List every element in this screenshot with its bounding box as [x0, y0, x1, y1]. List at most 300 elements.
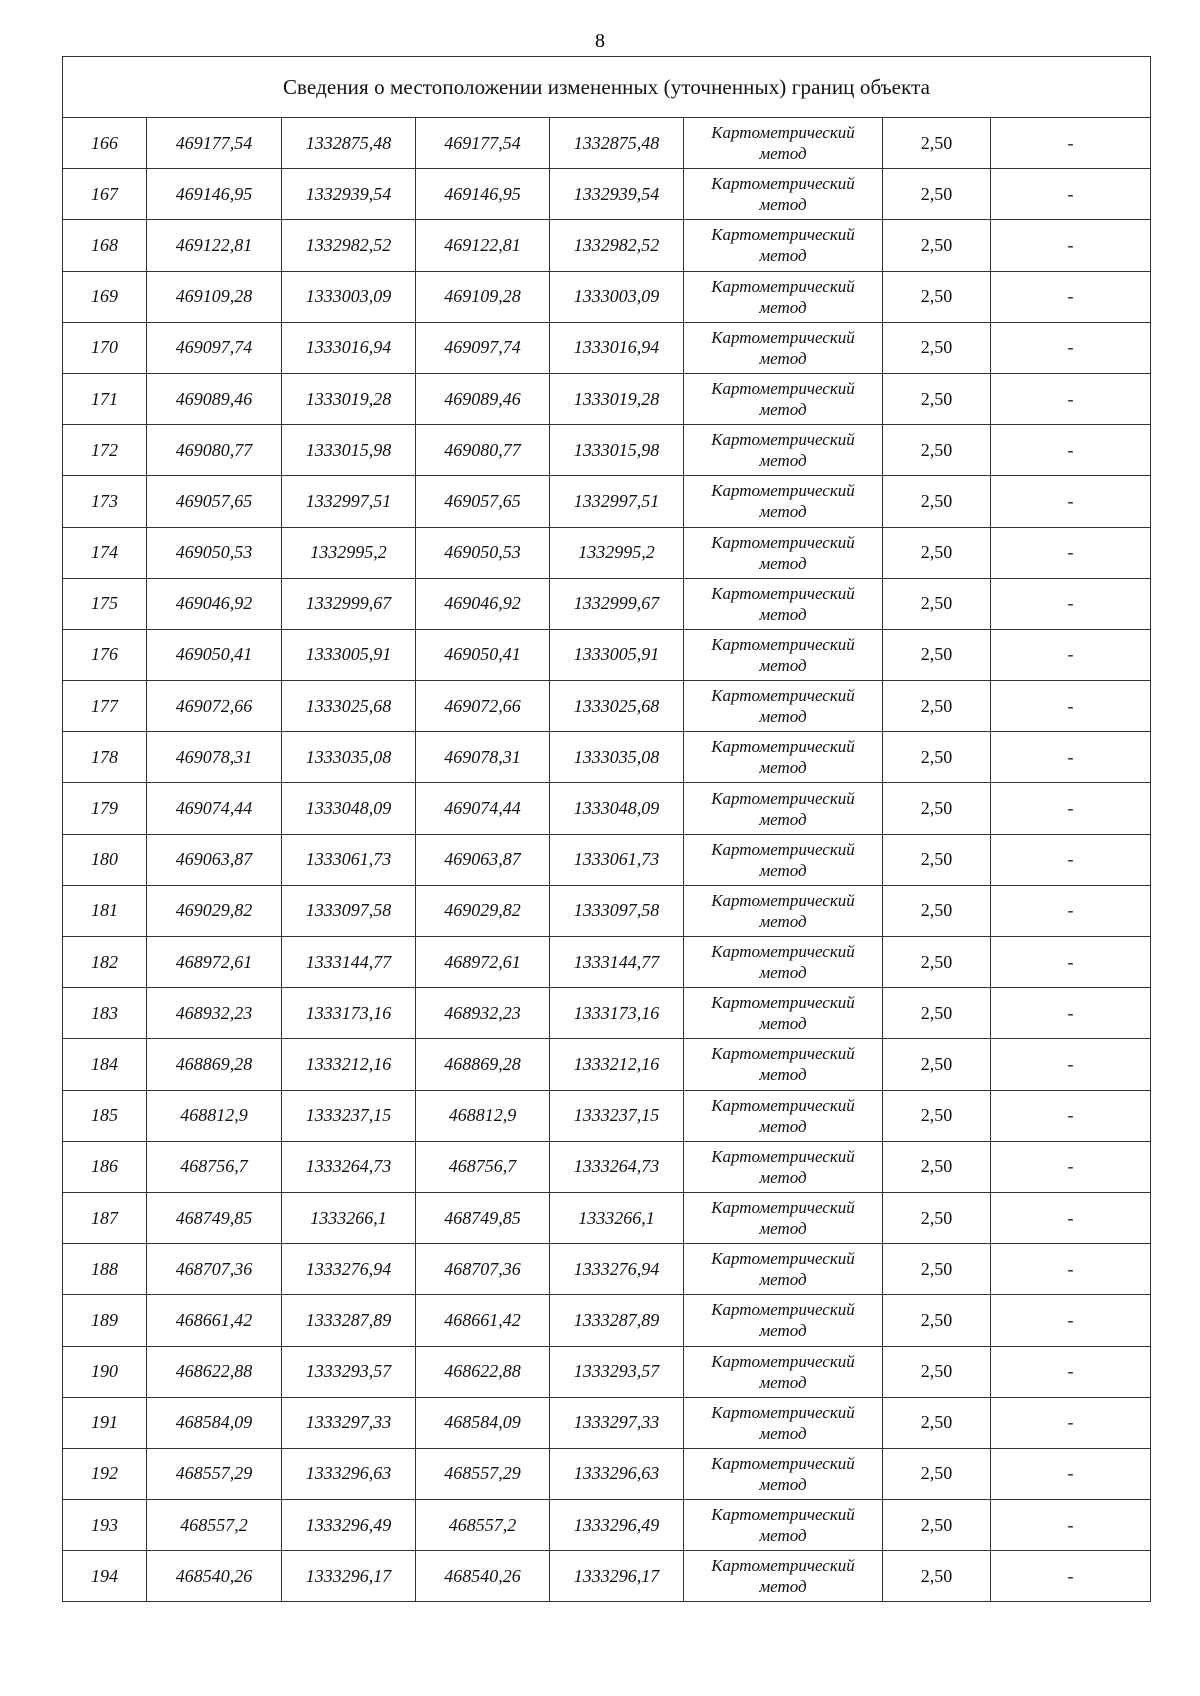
point-number-cell: 174: [63, 527, 147, 578]
x-old-cell: 468812,9: [147, 1090, 282, 1141]
table-row: [63, 988, 1151, 1039]
x-old-cell: 468932,23: [147, 988, 282, 1039]
table-row: [63, 578, 1151, 629]
method-line2: метод: [759, 1167, 807, 1187]
point-number-cell: 180: [63, 834, 147, 885]
y-new-cell: 1333296,63: [550, 1448, 684, 1499]
accuracy-cell: 2,50: [883, 1039, 991, 1090]
method-cell: [684, 271, 883, 322]
y-new-cell: 1333025,68: [550, 681, 684, 732]
method-line1: Картометрический: [711, 1249, 855, 1269]
x-old-cell: 468622,88: [147, 1346, 282, 1397]
note-cell: -: [991, 118, 1151, 169]
y-new-cell: 1333035,08: [550, 732, 684, 783]
y-old-cell: 1333035,08: [282, 732, 416, 783]
x-new-cell: 469050,53: [416, 527, 550, 578]
y-new-cell: 1333237,15: [550, 1090, 684, 1141]
note-cell: -: [991, 220, 1151, 271]
method-cell: [684, 476, 883, 527]
x-old-cell: 469080,77: [147, 425, 282, 476]
table-row: [63, 1448, 1151, 1499]
table-row: [63, 271, 1151, 322]
y-new-cell: 1332939,54: [550, 169, 684, 220]
note-cell: -: [991, 937, 1151, 988]
x-old-cell: 469029,82: [147, 885, 282, 936]
x-new-cell: 468661,42: [416, 1295, 550, 1346]
x-old-cell: 468972,61: [147, 937, 282, 988]
method-line1: Картометрический: [711, 1556, 855, 1576]
accuracy-cell: 2,50: [883, 1448, 991, 1499]
note-cell: -: [991, 885, 1151, 936]
y-new-cell: 1333212,16: [550, 1039, 684, 1090]
method-cell: [684, 937, 883, 988]
method-cell: [684, 1346, 883, 1397]
x-new-cell: 469029,82: [416, 885, 550, 936]
y-old-cell: 1333237,15: [282, 1090, 416, 1141]
note-cell: -: [991, 271, 1151, 322]
x-new-cell: 469146,95: [416, 169, 550, 220]
method-line1: Картометрический: [711, 1300, 855, 1320]
y-old-cell: 1333097,58: [282, 885, 416, 936]
table-row: [63, 681, 1151, 732]
table-title-row: [63, 57, 1151, 118]
method-line2: метод: [759, 911, 807, 931]
note-cell: -: [991, 578, 1151, 629]
point-number-cell: 184: [63, 1039, 147, 1090]
accuracy-cell: 2,50: [883, 1141, 991, 1192]
x-new-cell: 469072,66: [416, 681, 550, 732]
note-cell: -: [991, 425, 1151, 476]
method-line2: метод: [759, 348, 807, 368]
page-number: 8: [595, 30, 605, 52]
method-line2: метод: [759, 1116, 807, 1136]
method-line2: метод: [759, 1526, 807, 1546]
x-old-cell: 469072,66: [147, 681, 282, 732]
x-new-cell: 469177,54: [416, 118, 550, 169]
method-cell: [684, 425, 883, 476]
method-line2: метод: [759, 1321, 807, 1341]
point-number-cell: 179: [63, 783, 147, 834]
x-new-cell: 469074,44: [416, 783, 550, 834]
accuracy-cell: 2,50: [883, 834, 991, 885]
method-cell: [684, 885, 883, 936]
x-new-cell: 469057,65: [416, 476, 550, 527]
y-new-cell: 1333287,89: [550, 1295, 684, 1346]
point-number-cell: 187: [63, 1192, 147, 1243]
accuracy-cell: 2,50: [883, 220, 991, 271]
table-row: [63, 527, 1151, 578]
note-cell: -: [991, 834, 1151, 885]
table-row: [63, 425, 1151, 476]
method-line2: метод: [759, 1372, 807, 1392]
x-new-cell: 469046,92: [416, 578, 550, 629]
method-cell: [684, 988, 883, 1039]
x-old-cell: 469057,65: [147, 476, 282, 527]
y-new-cell: 1333097,58: [550, 885, 684, 936]
note-cell: -: [991, 629, 1151, 680]
x-new-cell: 469050,41: [416, 629, 550, 680]
point-number-cell: 173: [63, 476, 147, 527]
method-line2: метод: [759, 451, 807, 471]
method-line1: Картометрический: [711, 379, 855, 399]
method-line1: Картометрический: [711, 430, 855, 450]
method-cell: [684, 629, 883, 680]
method-line2: метод: [759, 1423, 807, 1443]
y-old-cell: 1333005,91: [282, 629, 416, 680]
method-line1: Картометрический: [711, 1351, 855, 1371]
x-new-cell: 468812,9: [416, 1090, 550, 1141]
method-line2: метод: [759, 655, 807, 675]
y-old-cell: 1333016,94: [282, 322, 416, 373]
method-line2: метод: [759, 1014, 807, 1034]
point-number-cell: 181: [63, 885, 147, 936]
accuracy-cell: 2,50: [883, 271, 991, 322]
method-line1: Картометрический: [711, 1095, 855, 1115]
y-new-cell: 1333297,33: [550, 1397, 684, 1448]
accuracy-cell: 2,50: [883, 937, 991, 988]
note-cell: -: [991, 1448, 1151, 1499]
method-line1: Картометрический: [711, 1146, 855, 1166]
method-line2: метод: [759, 1219, 807, 1239]
method-cell: [684, 1397, 883, 1448]
note-cell: -: [991, 732, 1151, 783]
x-new-cell: 468622,88: [416, 1346, 550, 1397]
x-old-cell: 468557,2: [147, 1500, 282, 1551]
method-cell: [684, 1448, 883, 1499]
x-new-cell: 469063,87: [416, 834, 550, 885]
y-old-cell: 1333276,94: [282, 1244, 416, 1295]
table-row: [63, 118, 1151, 169]
method-line1: Картометрический: [711, 1044, 855, 1064]
accuracy-cell: 2,50: [883, 169, 991, 220]
table-row: [63, 629, 1151, 680]
method-cell: [684, 578, 883, 629]
accuracy-cell: 2,50: [883, 527, 991, 578]
point-number-cell: 192: [63, 1448, 147, 1499]
method-cell: [684, 1295, 883, 1346]
y-new-cell: 1333296,17: [550, 1551, 684, 1602]
y-old-cell: 1333296,17: [282, 1551, 416, 1602]
x-old-cell: 469078,31: [147, 732, 282, 783]
point-number-cell: 166: [63, 118, 147, 169]
method-line1: Картометрический: [711, 174, 855, 194]
method-line1: Картометрический: [711, 788, 855, 808]
method-line2: метод: [759, 707, 807, 727]
y-old-cell: 1333048,09: [282, 783, 416, 834]
x-old-cell: 469046,92: [147, 578, 282, 629]
method-cell: [684, 1039, 883, 1090]
y-new-cell: 1333296,49: [550, 1500, 684, 1551]
accuracy-cell: 2,50: [883, 1346, 991, 1397]
table-row: [63, 1551, 1151, 1602]
x-new-cell: 468557,2: [416, 1500, 550, 1551]
x-new-cell: 468869,28: [416, 1039, 550, 1090]
point-number-cell: 183: [63, 988, 147, 1039]
method-line1: Картометрический: [711, 1505, 855, 1525]
y-new-cell: 1333048,09: [550, 783, 684, 834]
table-row: [63, 1141, 1151, 1192]
y-new-cell: 1333061,73: [550, 834, 684, 885]
accuracy-cell: 2,50: [883, 425, 991, 476]
table-title: Сведения о местоположении измененных (уточненных) границ объекта: [63, 57, 1151, 118]
point-number-cell: 194: [63, 1551, 147, 1602]
method-line2: метод: [759, 604, 807, 624]
y-old-cell: 1332997,51: [282, 476, 416, 527]
x-old-cell: 468661,42: [147, 1295, 282, 1346]
x-new-cell: 469109,28: [416, 271, 550, 322]
y-old-cell: 1333173,16: [282, 988, 416, 1039]
y-new-cell: 1333276,94: [550, 1244, 684, 1295]
x-old-cell: 469122,81: [147, 220, 282, 271]
note-cell: -: [991, 1039, 1151, 1090]
point-number-cell: 190: [63, 1346, 147, 1397]
y-new-cell: 1332997,51: [550, 476, 684, 527]
method-cell: [684, 732, 883, 783]
y-new-cell: 1333144,77: [550, 937, 684, 988]
method-line2: метод: [759, 246, 807, 266]
note-cell: -: [991, 681, 1151, 732]
method-cell: [684, 681, 883, 732]
table-body: [63, 118, 1151, 1602]
accuracy-cell: 2,50: [883, 1551, 991, 1602]
method-line1: Картометрический: [711, 942, 855, 962]
note-cell: -: [991, 1346, 1151, 1397]
x-new-cell: 469089,46: [416, 373, 550, 424]
method-line2: метод: [759, 144, 807, 164]
method-line2: метод: [759, 553, 807, 573]
x-old-cell: 468749,85: [147, 1192, 282, 1243]
x-new-cell: 468707,36: [416, 1244, 550, 1295]
method-line2: метод: [759, 758, 807, 778]
table-row: [63, 1500, 1151, 1551]
x-old-cell: 469074,44: [147, 783, 282, 834]
note-cell: -: [991, 1551, 1151, 1602]
method-cell: [684, 527, 883, 578]
method-cell: [684, 1090, 883, 1141]
method-line1: Картометрический: [711, 532, 855, 552]
method-line1: Картометрический: [711, 1198, 855, 1218]
y-old-cell: 1332939,54: [282, 169, 416, 220]
y-new-cell: 1333293,57: [550, 1346, 684, 1397]
method-cell: [684, 1551, 883, 1602]
y-new-cell: 1332875,48: [550, 118, 684, 169]
y-new-cell: 1332999,67: [550, 578, 684, 629]
y-new-cell: 1333005,91: [550, 629, 684, 680]
method-line1: Картометрический: [711, 481, 855, 501]
point-number-cell: 168: [63, 220, 147, 271]
x-old-cell: 469097,74: [147, 322, 282, 373]
x-old-cell: 468707,36: [147, 1244, 282, 1295]
y-old-cell: 1333144,77: [282, 937, 416, 988]
note-cell: -: [991, 476, 1151, 527]
y-new-cell: 1333016,94: [550, 322, 684, 373]
method-line1: Картометрический: [711, 686, 855, 706]
note-cell: -: [991, 783, 1151, 834]
y-old-cell: 1333025,68: [282, 681, 416, 732]
x-new-cell: 469122,81: [416, 220, 550, 271]
method-cell: [684, 1192, 883, 1243]
note-cell: -: [991, 527, 1151, 578]
y-new-cell: 1333266,1: [550, 1192, 684, 1243]
accuracy-cell: 2,50: [883, 1500, 991, 1551]
x-old-cell: 468869,28: [147, 1039, 282, 1090]
method-line2: метод: [759, 195, 807, 215]
method-line1: Картометрический: [711, 276, 855, 296]
y-old-cell: 1333061,73: [282, 834, 416, 885]
y-old-cell: 1333003,09: [282, 271, 416, 322]
method-line2: метод: [759, 809, 807, 829]
table-row: [63, 937, 1151, 988]
method-line1: Картометрический: [711, 993, 855, 1013]
point-number-cell: 193: [63, 1500, 147, 1551]
y-new-cell: 1332995,2: [550, 527, 684, 578]
point-number-cell: 188: [63, 1244, 147, 1295]
note-cell: -: [991, 1500, 1151, 1551]
method-line2: метод: [759, 502, 807, 522]
method-line1: Картометрический: [711, 1402, 855, 1422]
y-old-cell: 1333296,63: [282, 1448, 416, 1499]
method-cell: [684, 1244, 883, 1295]
method-cell: [684, 373, 883, 424]
x-new-cell: 469097,74: [416, 322, 550, 373]
x-new-cell: 468540,26: [416, 1551, 550, 1602]
accuracy-cell: 2,50: [883, 1192, 991, 1243]
point-number-cell: 176: [63, 629, 147, 680]
note-cell: -: [991, 169, 1151, 220]
y-new-cell: 1333264,73: [550, 1141, 684, 1192]
accuracy-cell: 2,50: [883, 1397, 991, 1448]
y-new-cell: 1333019,28: [550, 373, 684, 424]
point-number-cell: 177: [63, 681, 147, 732]
point-number-cell: 191: [63, 1397, 147, 1448]
method-line2: метод: [759, 860, 807, 880]
x-old-cell: 468540,26: [147, 1551, 282, 1602]
point-number-cell: 178: [63, 732, 147, 783]
accuracy-cell: 2,50: [883, 885, 991, 936]
accuracy-cell: 2,50: [883, 373, 991, 424]
point-number-cell: 186: [63, 1141, 147, 1192]
note-cell: -: [991, 1192, 1151, 1243]
x-old-cell: 468756,7: [147, 1141, 282, 1192]
table-row: [63, 834, 1151, 885]
method-cell: [684, 783, 883, 834]
y-old-cell: 1333296,49: [282, 1500, 416, 1551]
method-line1: Картометрический: [711, 583, 855, 603]
accuracy-cell: 2,50: [883, 783, 991, 834]
x-new-cell: 469080,77: [416, 425, 550, 476]
x-old-cell: 469089,46: [147, 373, 282, 424]
table-row: [63, 1192, 1151, 1243]
x-old-cell: 469050,53: [147, 527, 282, 578]
point-number-cell: 170: [63, 322, 147, 373]
method-line1: Картометрический: [711, 839, 855, 859]
method-line2: метод: [759, 400, 807, 420]
note-cell: -: [991, 988, 1151, 1039]
method-line2: метод: [759, 1270, 807, 1290]
accuracy-cell: 2,50: [883, 681, 991, 732]
table-row: [63, 476, 1151, 527]
table-row: [63, 220, 1151, 271]
x-new-cell: 468584,09: [416, 1397, 550, 1448]
y-old-cell: 1333266,1: [282, 1192, 416, 1243]
table-row: [63, 1346, 1151, 1397]
y-new-cell: 1333003,09: [550, 271, 684, 322]
x-old-cell: 469050,41: [147, 629, 282, 680]
table-row: [63, 1295, 1151, 1346]
y-old-cell: 1333293,57: [282, 1346, 416, 1397]
note-cell: -: [991, 1244, 1151, 1295]
y-new-cell: 1333173,16: [550, 988, 684, 1039]
y-old-cell: 1333015,98: [282, 425, 416, 476]
table-row: [63, 732, 1151, 783]
method-cell: [684, 1500, 883, 1551]
accuracy-cell: 2,50: [883, 732, 991, 783]
x-old-cell: 469177,54: [147, 118, 282, 169]
x-old-cell: 469146,95: [147, 169, 282, 220]
method-line1: Картометрический: [711, 737, 855, 757]
note-cell: -: [991, 373, 1151, 424]
x-old-cell: 469063,87: [147, 834, 282, 885]
accuracy-cell: 2,50: [883, 476, 991, 527]
table-row: [63, 783, 1151, 834]
x-new-cell: 468972,61: [416, 937, 550, 988]
note-cell: -: [991, 1397, 1151, 1448]
note-cell: -: [991, 322, 1151, 373]
point-number-cell: 182: [63, 937, 147, 988]
y-old-cell: 1332875,48: [282, 118, 416, 169]
y-new-cell: 1333015,98: [550, 425, 684, 476]
y-old-cell: 1333287,89: [282, 1295, 416, 1346]
x-new-cell: 469078,31: [416, 732, 550, 783]
method-line1: Картометрический: [711, 634, 855, 654]
y-old-cell: 1332982,52: [282, 220, 416, 271]
x-new-cell: 468749,85: [416, 1192, 550, 1243]
method-cell: [684, 1141, 883, 1192]
method-cell: [684, 322, 883, 373]
accuracy-cell: 2,50: [883, 1090, 991, 1141]
x-new-cell: 468756,7: [416, 1141, 550, 1192]
method-cell: [684, 220, 883, 271]
table-row: [63, 1397, 1151, 1448]
boundary-coordinates-table: [62, 56, 1151, 1602]
table-row: [63, 1039, 1151, 1090]
accuracy-cell: 2,50: [883, 1244, 991, 1295]
method-line1: Картометрический: [711, 1453, 855, 1473]
y-old-cell: 1332999,67: [282, 578, 416, 629]
method-line2: метод: [759, 1474, 807, 1494]
x-new-cell: 468932,23: [416, 988, 550, 1039]
method-line2: метод: [759, 1577, 807, 1597]
y-old-cell: 1332995,2: [282, 527, 416, 578]
x-old-cell: 469109,28: [147, 271, 282, 322]
note-cell: -: [991, 1090, 1151, 1141]
accuracy-cell: 2,50: [883, 578, 991, 629]
method-line1: Картометрический: [711, 890, 855, 910]
point-number-cell: 189: [63, 1295, 147, 1346]
table-row: [63, 322, 1151, 373]
x-new-cell: 468557,29: [416, 1448, 550, 1499]
method-cell: [684, 118, 883, 169]
y-old-cell: 1333264,73: [282, 1141, 416, 1192]
point-number-cell: 167: [63, 169, 147, 220]
method-line1: Картометрический: [711, 327, 855, 347]
table-row: [63, 169, 1151, 220]
table-row: [63, 373, 1151, 424]
accuracy-cell: 2,50: [883, 1295, 991, 1346]
method-line1: Картометрический: [711, 225, 855, 245]
y-old-cell: 1333019,28: [282, 373, 416, 424]
method-line1: Картометрический: [711, 123, 855, 143]
